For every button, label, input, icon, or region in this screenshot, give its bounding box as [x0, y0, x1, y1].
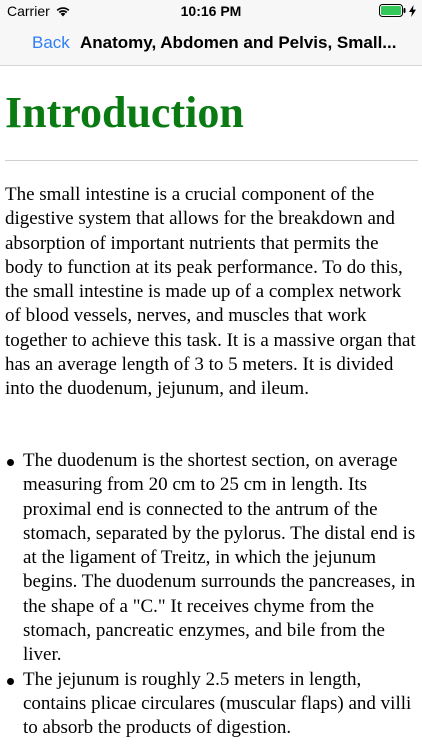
nav-title: Anatomy, Abdomen and Pelvis, Small... [80, 33, 397, 52]
status-bar [0, 0, 422, 22]
list-item [0, 668, 418, 741]
bullet-list [0, 449, 422, 741]
page-title: Introduction [5, 88, 244, 137]
title-divider [5, 160, 418, 161]
bullet-dot [7, 678, 14, 685]
list-item-text: The duodenum is the shortest section, on average measuring from 20 cm to 25 cm in length. Its proximal end is connected to the antrum of the stomach, separated by the pylorus. The distal end is at the ligament of Treitz, in which the jejunum begins. The duodenum surrounds the pancreases, in the shape of a "C." It receives chyme from the stomach, pancreatic enzymes, and bile from the liver. [23, 450, 416, 666]
back-button[interactable]: Back [32, 33, 70, 52]
list-item-text: The jejunum is roughly 2.5 meters in length, contains plicae circulares (muscular flaps) and villi to absorb the products of digestion. [23, 668, 412, 739]
carrier-label: Carrier [7, 3, 50, 19]
navigation-bar [0, 22, 422, 66]
bullet-dot [7, 459, 14, 466]
article-content[interactable] [0, 66, 422, 750]
charging-bolt-icon [409, 5, 416, 17]
list-item [0, 449, 418, 668]
status-right [379, 4, 416, 17]
status-time: 10:16 PM [180, 3, 242, 19]
battery-icon [379, 4, 406, 17]
intro-paragraph: The small intestine is a crucial component of the digestive system that allows for the breakdown and absorption of important nutrients that permits the body to function at its peak performance. To do this, the small intestine is made up of a complex network of blood vessels, nerves, and muscles that work together to achieve this task. It is a massive organ that has an average length of 3 to 5 meters. It is divided into the duodenum, jejunum, and ileum. [5, 184, 416, 400]
